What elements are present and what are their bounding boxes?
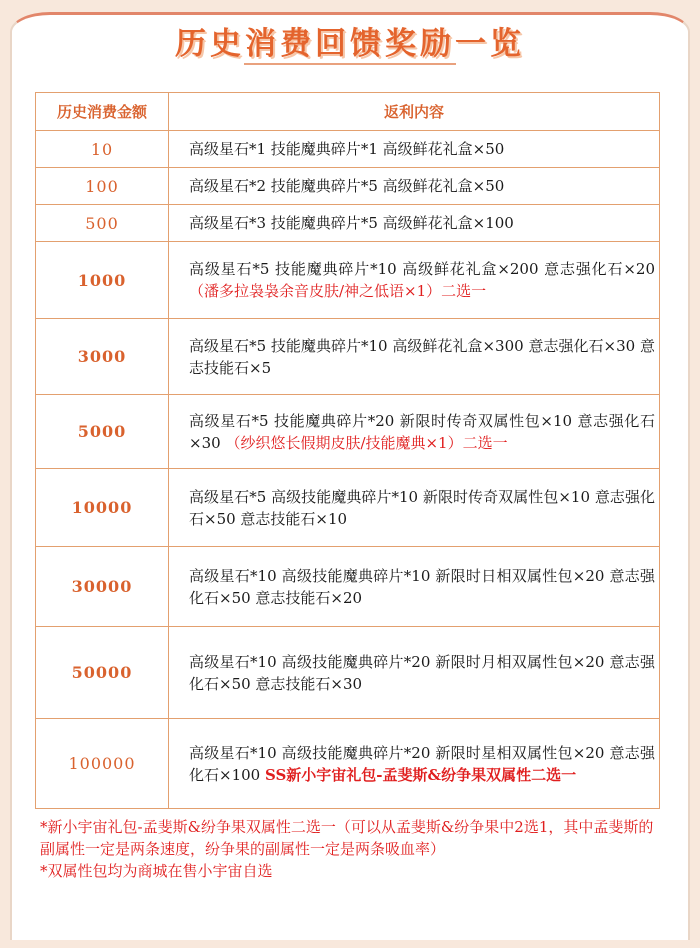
reward-text: 高级星石*2 技能魔典碎片*5 高级鲜花礼盒×50	[189, 177, 505, 195]
content-cell	[169, 131, 660, 168]
table-row	[36, 319, 660, 395]
reward-highlight: SS新小宇宙礼包-孟斐斯&纷争果双属性二选一	[264, 765, 577, 784]
table-row	[36, 131, 660, 168]
reward-text: 高级星石*5 技能魔典碎片*10 高级鲜花礼盒×300 意志强化石×30 意志技能石×5	[189, 336, 655, 377]
footnote-1: *新小宇宙礼包-孟斐斯&纷争果双属性二选一（可以从孟斐斯&纷争果中2选1，其中孟斐斯的副属性一定是两条速度，纷争果的副属性一定是两条吸血率）	[40, 818, 654, 858]
table-row	[36, 168, 660, 205]
table-row	[36, 547, 660, 627]
table-header-row	[36, 93, 660, 131]
title-underline	[244, 63, 456, 65]
amount-cell: 1000	[36, 242, 169, 319]
content-cell	[169, 547, 660, 627]
table-row	[36, 627, 660, 719]
table-row	[36, 469, 660, 547]
table-row	[36, 719, 660, 809]
amount-cell: 10	[36, 131, 169, 168]
content-cell	[169, 205, 660, 242]
amount-cell: 3000	[36, 319, 169, 395]
table-row	[36, 242, 660, 319]
content-cell	[169, 719, 660, 809]
reward-text: 高级星石*5 技能魔典碎片*20 新限时传奇双属性包×10 意志强化石×30	[189, 411, 655, 452]
content-cell	[169, 395, 660, 469]
reward-highlight: （纱织悠长假期皮肤/技能魔典×1）二选一	[225, 433, 508, 452]
table-row	[36, 395, 660, 469]
content-cell	[169, 627, 660, 719]
reward-text: 高级星石*10 高级技能魔典碎片*10 新限时日相双属性包×20 意志强化石×50 意志技能石×20	[189, 566, 655, 607]
reward-text: 高级星石*3 技能魔典碎片*5 高级鲜花礼盒×100	[189, 214, 514, 232]
page-title: 历史消费回馈奖励一览	[175, 26, 525, 62]
rewards-table	[35, 92, 660, 809]
table-row	[36, 205, 660, 242]
amount-cell: 30000	[36, 547, 169, 627]
footnotes	[40, 816, 665, 882]
amount-cell: 10000	[36, 469, 169, 547]
content-cell	[169, 319, 660, 395]
amount-cell: 500	[36, 205, 169, 242]
header-amount: 历史消费金额	[36, 93, 169, 131]
reward-text: 高级星石*10 高级技能魔典碎片*20 新限时星相双属性包×20 意志强化石×100	[189, 743, 655, 784]
reward-text: 高级星石*10 高级技能魔典碎片*20 新限时月相双属性包×20 意志强化石×50 意志技能石×30	[189, 652, 655, 693]
content-cell	[169, 469, 660, 547]
reward-highlight: （潘多拉袅袅余音皮肤/神之低语×1）二选一	[189, 282, 487, 300]
content-cell	[169, 168, 660, 205]
amount-cell: 100000	[36, 719, 169, 809]
reward-text: 高级星石*5 技能魔典碎片*10 高级鲜花礼盒×200 意志强化石×20	[189, 260, 655, 278]
amount-cell: 5000	[36, 395, 169, 469]
content-cell	[169, 242, 660, 319]
footnote-2: *双属性包均为商城在售小宇宙自选	[40, 862, 273, 880]
header-content: 返利内容	[169, 93, 660, 131]
reward-text: 高级星石*5 高级技能魔典碎片*10 新限时传奇双属性包×10 意志强化石×50 意志技能石×10	[189, 487, 655, 528]
amount-cell: 100	[36, 168, 169, 205]
reward-text: 高级星石*1 技能魔典碎片*1 高级鲜花礼盒×50	[189, 140, 505, 158]
amount-cell: 50000	[36, 627, 169, 719]
